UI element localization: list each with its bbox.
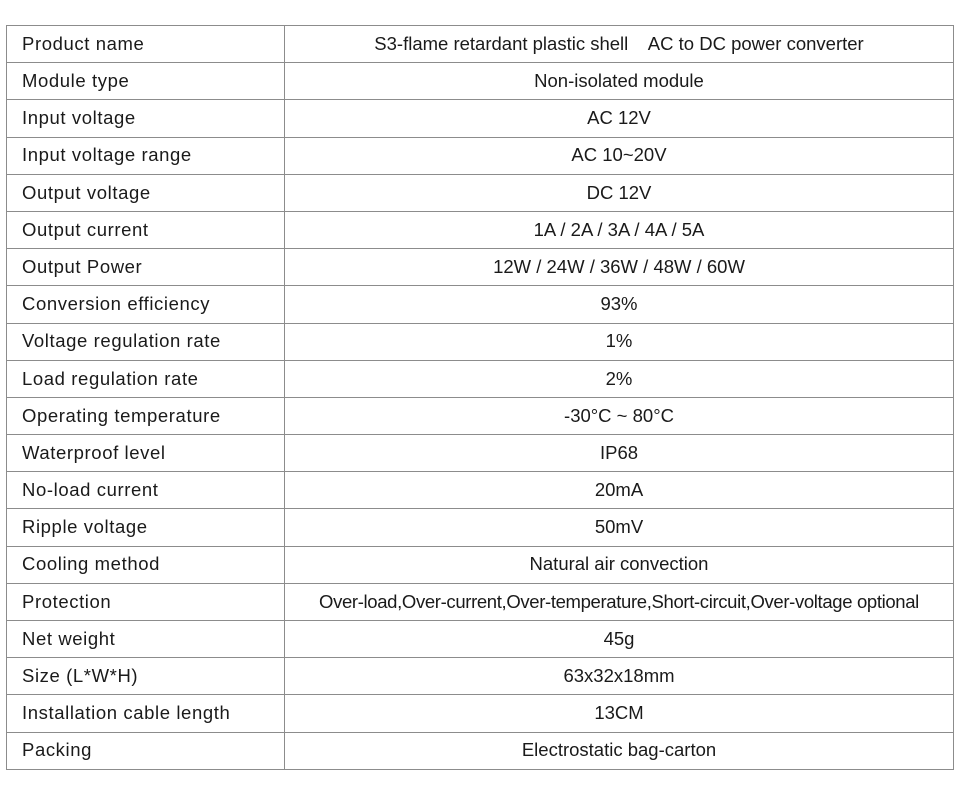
table-row-protection [7,583,954,620]
row-label: Waterproof level [7,435,285,472]
row-label: Load regulation rate [7,360,285,397]
table-row-input-voltage [7,100,954,137]
row-label: Conversion efficiency [7,286,285,323]
table-row-waterproof-level [7,435,954,472]
table-row-load-regulation-rate [7,360,954,397]
row-label: Net weight [7,621,285,658]
table-row-output-voltage [7,174,954,211]
row-label: Cooling method [7,546,285,583]
table-row-voltage-regulation-rate [7,323,954,360]
spec-table-body [7,26,954,770]
row-value: 13CM [285,695,954,732]
table-row-size [7,658,954,695]
row-label: Protection [7,583,285,620]
row-label: Installation cable length [7,695,285,732]
row-value: 1% [285,323,954,360]
row-value: AC 12V [285,100,954,137]
row-value: Electrostatic bag-carton [285,732,954,769]
table-row-net-weight [7,621,954,658]
table-row-operating-temperature [7,397,954,434]
table-row-conversion-efficiency [7,286,954,323]
row-label: Size (L*W*H) [7,658,285,695]
table-row-installation-cable-length [7,695,954,732]
row-label: Output Power [7,249,285,286]
row-value: Over-load,Over-current,Over-temperature,Short-circuit,Over-voltage optional [285,583,954,620]
row-value: 45g [285,621,954,658]
row-value: S3-flame retardant plastic shell AC to DC power converter [285,26,954,63]
row-value: 2% [285,360,954,397]
row-value: DC 12V [285,174,954,211]
row-value: 93% [285,286,954,323]
table-row-output-power [7,249,954,286]
table-row-product-name [7,26,954,63]
table-row-input-voltage-range [7,137,954,174]
row-value: 12W / 24W / 36W / 48W / 60W [285,249,954,286]
spec-table [6,25,954,770]
row-label: Output current [7,211,285,248]
table-row-module-type [7,63,954,100]
table-row-output-current [7,211,954,248]
row-value: 50mV [285,509,954,546]
row-label: Ripple voltage [7,509,285,546]
row-value: Non-isolated module [285,63,954,100]
row-label: Operating temperature [7,397,285,434]
table-row-ripple-voltage [7,509,954,546]
row-value: -30°C ~ 80°C [285,397,954,434]
row-value: Natural air convection [285,546,954,583]
row-value: 63x32x18mm [285,658,954,695]
row-label: Voltage regulation rate [7,323,285,360]
row-label: Output voltage [7,174,285,211]
row-value: 20mA [285,472,954,509]
table-row-packing [7,732,954,769]
table-row-no-load-current [7,472,954,509]
row-label: Input voltage [7,100,285,137]
row-value: 1A / 2A / 3A / 4A / 5A [285,211,954,248]
row-label: Input voltage range [7,137,285,174]
row-label: Packing [7,732,285,769]
row-label: No-load current [7,472,285,509]
row-label: Product name [7,26,285,63]
row-label: Module type [7,63,285,100]
table-row-cooling-method [7,546,954,583]
row-value: IP68 [285,435,954,472]
row-value: AC 10~20V [285,137,954,174]
